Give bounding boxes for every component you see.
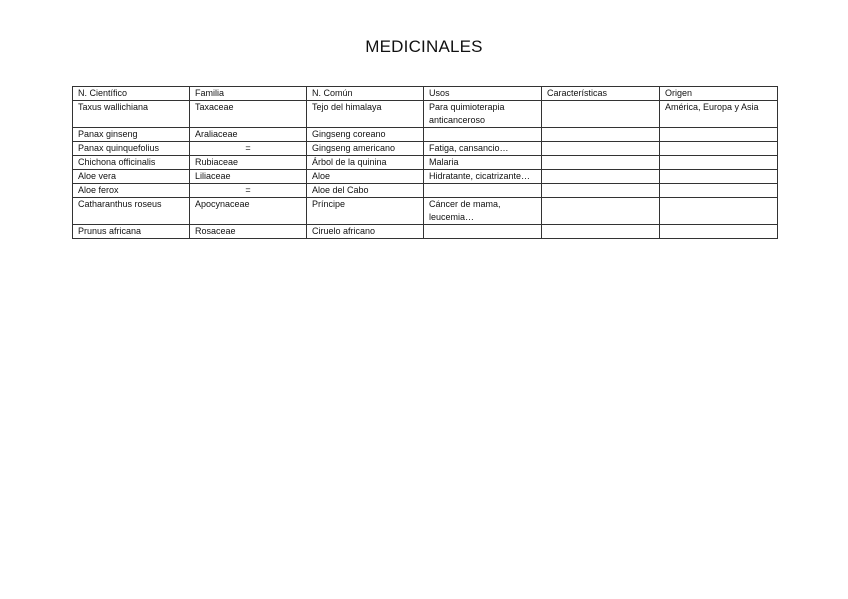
table-cell: Cáncer de mama, leucemia… [424,198,542,225]
table-cell: Gingseng coreano [307,128,424,142]
header-cell-uses: Usos [424,87,542,101]
table-cell [542,225,660,239]
table-cell: Araliaceae [190,128,307,142]
table-cell [660,170,778,184]
table-cell [542,156,660,170]
table-cell [542,170,660,184]
table-cell: Taxus wallichiana [73,101,190,128]
header-cell-origin: Origen [660,87,778,101]
table-cell [542,128,660,142]
table-cell: Árbol de la quinina [307,156,424,170]
table-cell [542,184,660,198]
table-row [73,225,778,239]
header-cell-characteristics: Características [542,87,660,101]
table-cell [660,184,778,198]
table-cell: Aloe del Cabo [307,184,424,198]
table-cell: = [190,184,307,198]
table-cell: = [190,142,307,156]
header-cell-common-name: N. Común [307,87,424,101]
table-cell [660,156,778,170]
table-cell [660,128,778,142]
table-cell: Ciruelo africano [307,225,424,239]
table-cell [424,128,542,142]
table-cell: Fatiga, cansancio… [424,142,542,156]
table-cell: América, Europa y Asia [660,101,778,128]
table-row [73,142,778,156]
table-cell: Prunus africana [73,225,190,239]
table-cell: Príncipe [307,198,424,225]
table-cell [424,184,542,198]
table-header [73,87,778,101]
table-cell: Rubiaceae [190,156,307,170]
table-row [73,128,778,142]
table-body [73,101,778,239]
table-row [73,156,778,170]
table-cell: Apocynaceae [190,198,307,225]
table-cell: Aloe vera [73,170,190,184]
table-cell [424,225,542,239]
table-cell [542,101,660,128]
table-cell: Chichona officinalis [73,156,190,170]
table-cell: Taxaceae [190,101,307,128]
header-cell-family: Familia [190,87,307,101]
table-cell [542,198,660,225]
table-cell: Aloe ferox [73,184,190,198]
table-cell: Liliaceae [190,170,307,184]
table-cell: Panax ginseng [73,128,190,142]
table-row [73,101,778,128]
table-cell: Gingseng americano [307,142,424,156]
header-cell-scientific-name: N. Científico [73,87,190,101]
medicinal-plants-table [72,86,778,239]
table-cell: Panax quinquefolius [73,142,190,156]
table-cell: Malaria [424,156,542,170]
table-cell [660,142,778,156]
header-row [73,87,778,101]
table-cell: Rosaceae [190,225,307,239]
table-cell: Para quimioterapia anticanceroso [424,101,542,128]
document-title: MEDICINALES [365,37,483,56]
table-cell [660,225,778,239]
table-cell: Hidratante, cicatrizante… [424,170,542,184]
table-row [73,170,778,184]
table-cell: Aloe [307,170,424,184]
table-cell [542,142,660,156]
table-cell: Catharanthus roseus [73,198,190,225]
table-row [73,198,778,225]
table-row [73,184,778,198]
table-cell [660,198,778,225]
table-cell: Tejo del himalaya [307,101,424,128]
